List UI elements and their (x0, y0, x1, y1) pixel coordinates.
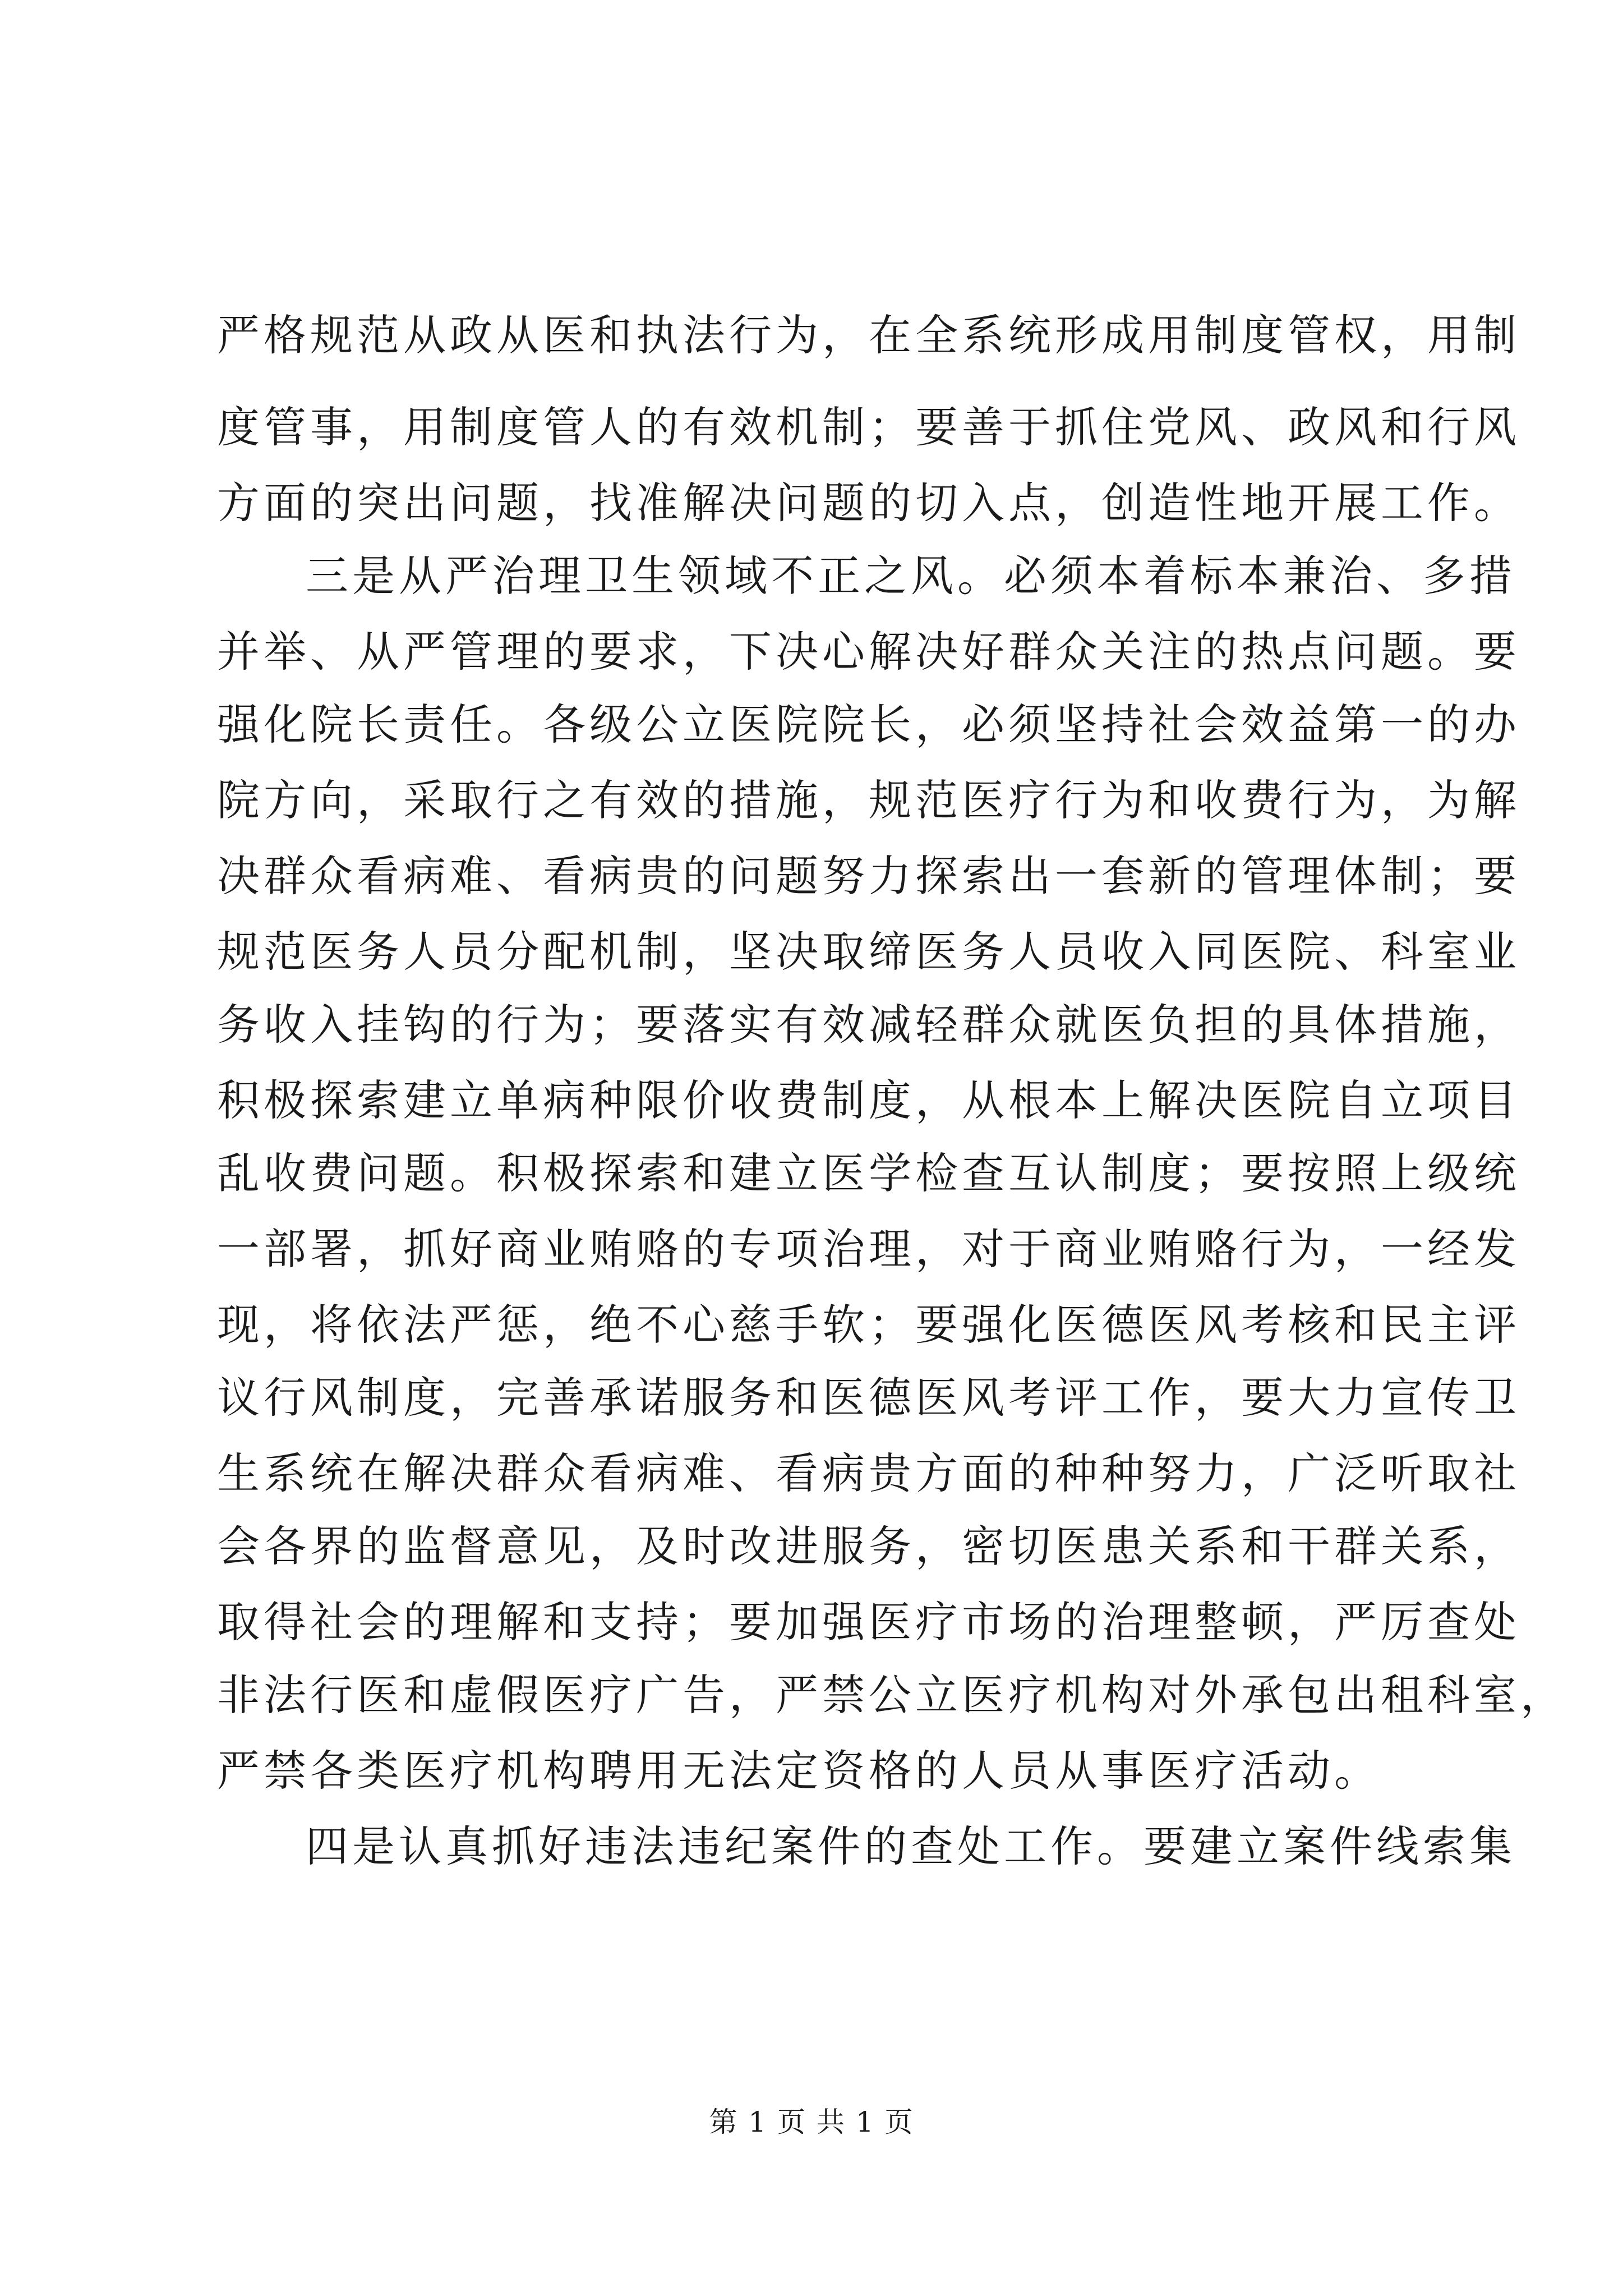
body-text-line: 方面的突出问题，找准解决问题的切入点，创造性地开展工作。 (217, 478, 1520, 528)
body-text-line: 非法行医和虚假医疗广告，严禁公立医疗机构对外承包出租科室， (217, 1670, 1567, 1720)
body-text-line: 院方向，采取行之有效的措施，规范医疗行为和收费行为，为解 (217, 775, 1520, 825)
body-text-line: 强化院长责任。各级公立医院院长，必须坚持社会效益第一的办 (217, 700, 1520, 749)
body-text-line: 决群众看病难、看病贵的问题努力探索出一套新的管理体制；要 (217, 851, 1520, 901)
paragraph-first-line: 四是认真抓好违法违纪案件的查处工作。要建立案件线索集 (306, 1821, 1516, 1871)
body-text-line: 务收入挂钩的行为；要落实有效减轻群众就医负担的具体措施， (217, 1000, 1520, 1050)
body-text-line: 会各界的监督意见，及时改进服务，密切医患关系和干群关系， (217, 1521, 1520, 1571)
body-text-line: 生系统在解决群众看病难、看病贵方面的种种努力，广泛听取社 (217, 1448, 1520, 1498)
paragraph-first-line: 三是从严治理卫生领域不正之风。必须本着标本兼治、多措 (306, 551, 1516, 601)
body-text-line: 严禁各类医疗机构聘用无法定资格的人员从事医疗活动。 (217, 1746, 1381, 1796)
body-text-line: 现，将依法严惩，绝不心慈手软；要强化医德医风考核和民主评 (217, 1300, 1520, 1350)
body-text-line: 严格规范从政从医和执法行为，在全系统形成用制度管权，用制 (217, 310, 1520, 360)
page-number-footer: 第 1 页 共 1 页 (709, 2106, 914, 2138)
body-text-line: 取得社会的理解和支持；要加强医疗市场的治理整顿，严厉查处 (217, 1597, 1520, 1647)
body-text-line: 一部署，抓好商业贿赂的专项治理，对于商业贿赂行为，一经发 (217, 1224, 1520, 1274)
body-text-line: 议行风制度，完善承诺服务和医德医风考评工作，要大力宣传卫 (217, 1373, 1520, 1423)
body-text-line: 规范医务人员分配机制，坚决取缔医务人员收入同医院、科室业 (217, 927, 1520, 977)
body-text-line: 并举、从严管理的要求，下决心解决好群众关注的热点问题。要 (217, 627, 1520, 677)
body-text-line: 积极探索建立单病种限价收费制度，从根本上解决医院自立项目 (217, 1075, 1520, 1125)
body-text-line: 度管事，用制度管人的有效机制；要善于抓住党风、政风和行风 (217, 402, 1520, 452)
body-text-line: 乱收费问题。积极探索和建立医学检查互认制度；要按照上级统 (217, 1148, 1520, 1198)
